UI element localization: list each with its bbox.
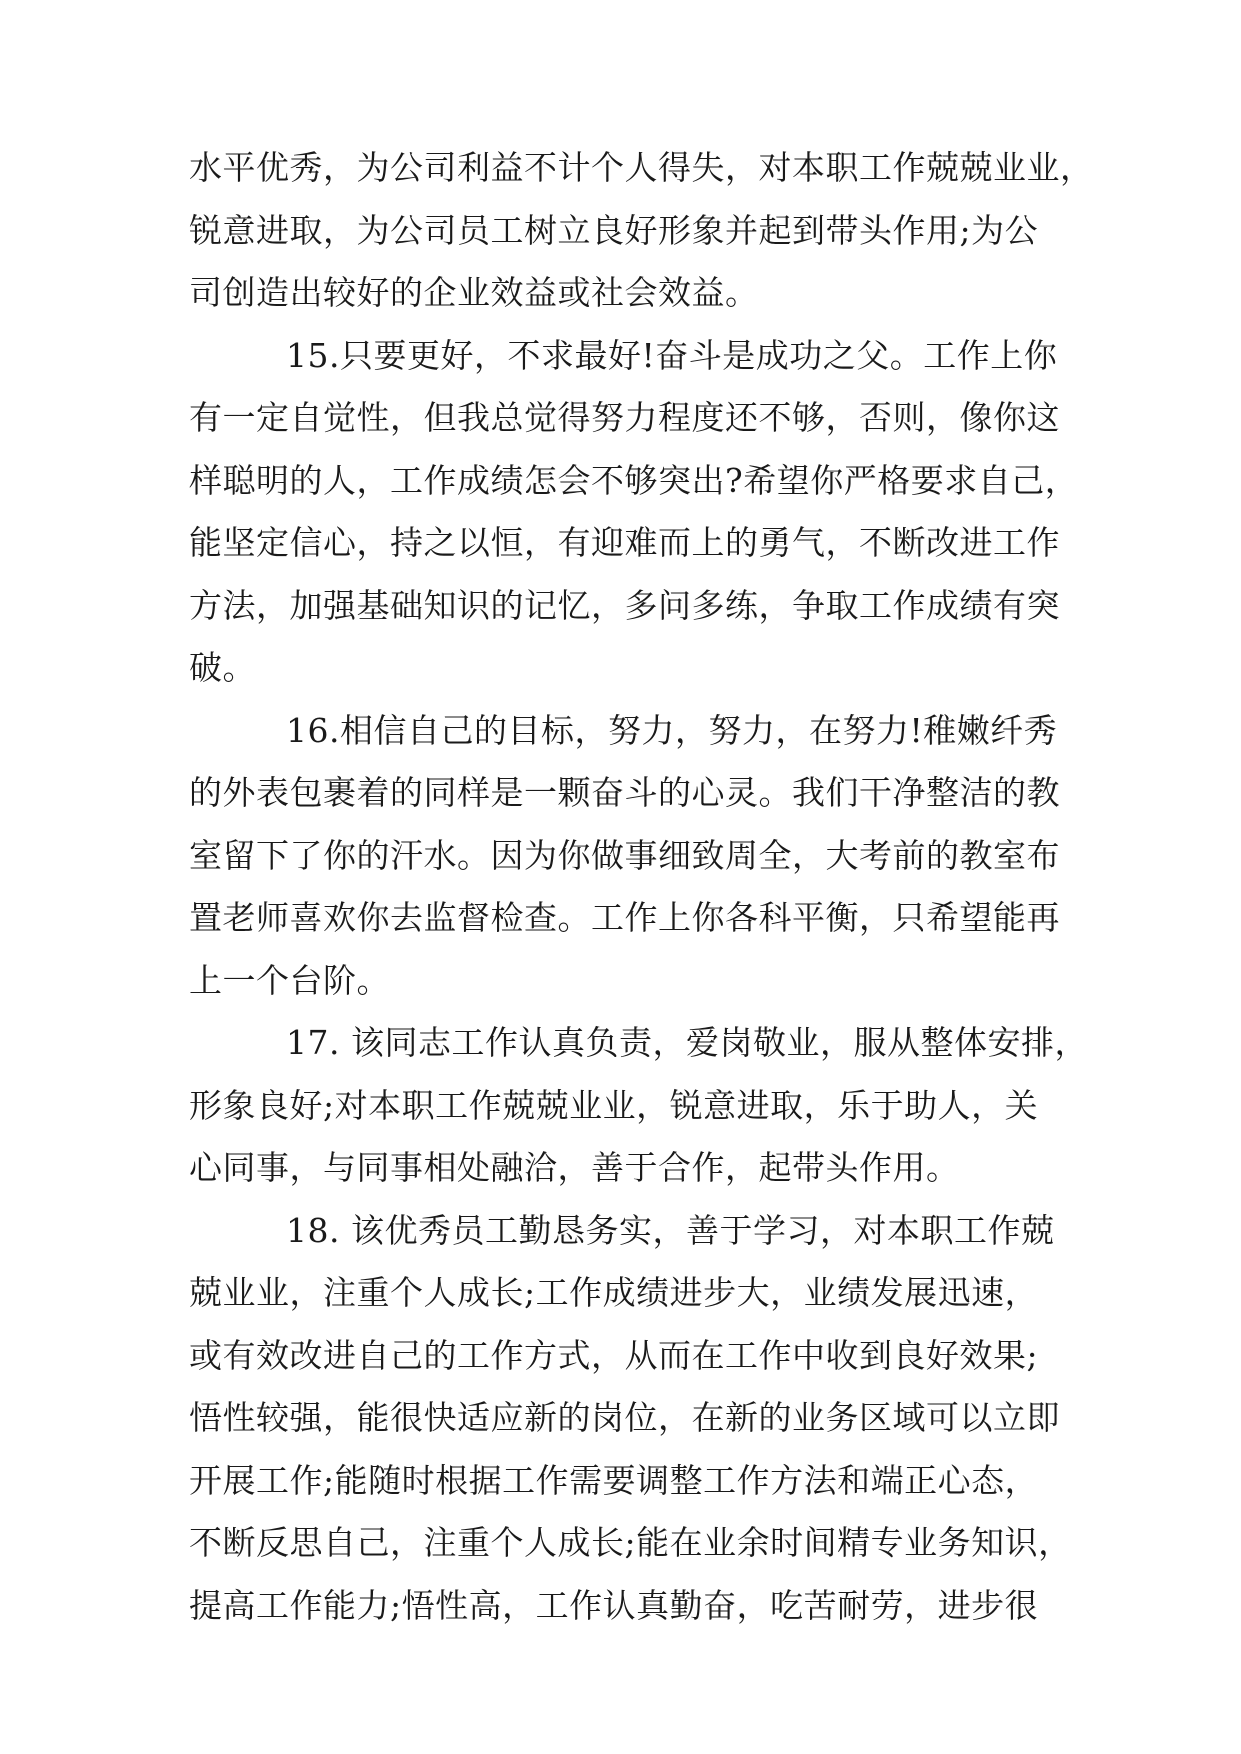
- text-line: 锐意进取，为公司员工树立良好形象并起到带头作用;为公: [189, 210, 1039, 250]
- text-line: 破。: [189, 648, 256, 687]
- text-line: 室留下了你的汗水。因为你做事细致周全，大考前的教室布: [189, 835, 1060, 875]
- text-line: 形象良好;对本职工作兢兢业业，锐意进取，乐于助人，关: [189, 1085, 1039, 1125]
- paragraph-start-line: 16.相信自己的目标，努力，努力，在努力!稚嫩纤秀: [286, 710, 1058, 750]
- document-body: [189, 137, 1094, 1637]
- text-line: 兢业业，注重个人成长;工作成绩进步大，业绩发展迅速，: [189, 1273, 1039, 1312]
- text-line: 悟性较强，能很快适应新的岗位，在新的业务区域可以立即: [189, 1398, 1060, 1437]
- text-line: 的外表包裹着的同样是一颗奋斗的心灵。我们干净整洁的教: [189, 773, 1060, 812]
- text-line: 或有效改进自己的工作方式，从而在工作中收到良好效果;: [189, 1335, 1039, 1375]
- text-line: 上一个台阶。: [189, 960, 390, 1000]
- text-line: 有一定自觉性，但我总觉得努力程度还不够，否则，像你这: [189, 398, 1060, 437]
- text-line: 提高工作能力;悟性高，工作认真勤奋，吃苦耐劳，进步很: [189, 1585, 1039, 1625]
- paragraph-start-line: 18. 该优秀员工勤恳务实，善于学习，对本职工作兢: [286, 1210, 1055, 1250]
- text-line: 样聪明的人，工作成绩怎会不够突出?希望你严格要求自己，: [189, 460, 1079, 500]
- text-line: 司创造出较好的企业效益或社会效益。: [189, 273, 759, 312]
- text-line: 心同事，与同事相处融洽，善于合作，起带头作用。: [189, 1148, 960, 1187]
- text-line: 能坚定信心，持之以恒，有迎难而上的勇气，不断改进工作: [189, 523, 1060, 562]
- paragraph-start-line: 15.只要更好，不求最好!奋斗是成功之父。工作上你: [286, 335, 1058, 375]
- text-line: 方法，加强基础知识的记忆，多问多练，争取工作成绩有突: [189, 585, 1060, 625]
- text-line: 不断反思自己，注重个人成长;能在业余时间精专业务知识，: [189, 1523, 1072, 1562]
- text-line: 开展工作;能随时根据工作需要调整工作方法和端正心态，: [189, 1460, 1039, 1500]
- text-line: 置老师喜欢你去监督检查。工作上你各科平衡，只希望能再: [189, 898, 1060, 937]
- text-line: 水平优秀，为公司利益不计个人得失，对本职工作兢兢业业，: [189, 148, 1094, 187]
- paragraph-start-line: 17. 该同志工作认真负责，爱岗敬业，服从整体安排，: [286, 1023, 1088, 1062]
